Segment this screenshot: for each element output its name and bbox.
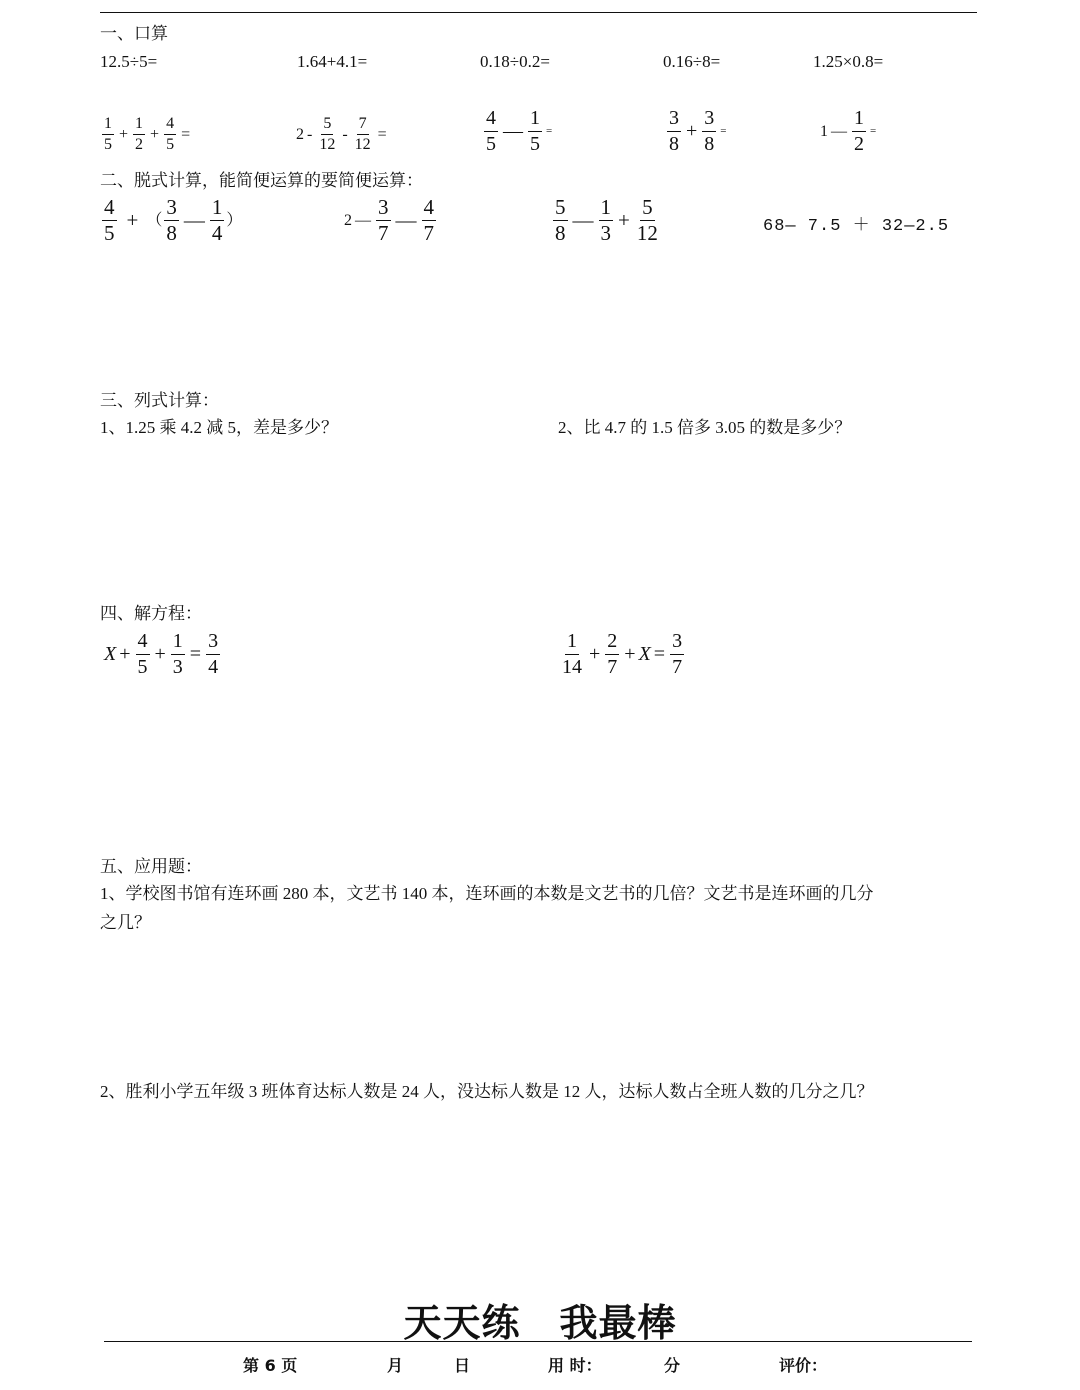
word-calc-question-2: 2、比 4.7 的 1.5 倍多 3.05 的数是多少？ <box>558 418 852 437</box>
motto-banner: 天天练 我最棒 <box>403 1301 677 1345</box>
fraction: $\frac{1}{3}$ <box>600 195 611 245</box>
fraction: $\frac{3}{7}$ <box>378 195 389 245</box>
stepwise-problem-1: $\frac{4}{5}$ + （ $\frac{3}{8}$ — $\frac{1}{4}$ ） <box>104 195 243 245</box>
oral-item-2: 1.64+4.1= <box>297 52 368 71</box>
fraction: $\frac{5}{12}$ <box>319 115 336 153</box>
oral-fraction-expr-2: 2 - $\frac{5}{12}$ - $\frac{7}{12}$ = <box>296 115 387 153</box>
fraction: $\frac{1}{5}$ <box>104 115 112 153</box>
fraction: $\frac{3}{7}$ <box>672 630 683 678</box>
section-5-title: 五、应用题： <box>100 857 202 876</box>
fraction: $\frac{3}{4}$ <box>208 630 219 678</box>
fraction: $\frac{2}{7}$ <box>607 630 618 678</box>
stepwise-problem-2: 2 — $\frac{3}{7}$ — $\frac{4}{7}$ <box>344 195 434 245</box>
application-question-2: 2、胜利小学五年级 3 班体育达标人数是 24 人，没达标人数是 12 人，达标人数占全班人数的几分之几？ <box>100 1082 874 1101</box>
oral-fraction-expr-4: $\frac{3}{8}$ + $\frac{3}{8}$ = <box>669 107 727 155</box>
fraction: $\frac{4}{5}$ <box>104 195 115 245</box>
footer-time-used: 用 时： <box>548 1356 602 1375</box>
section-4-title: 四、解方程： <box>100 604 202 623</box>
fraction: $\frac{1}{3}$ <box>172 630 183 678</box>
stepwise-problem-4: 68— 7.5 ＋ 32—2.5 <box>763 217 950 236</box>
top-rule <box>100 12 977 13</box>
fraction: $\frac{5}{8}$ <box>555 195 566 245</box>
footer-month: 月 <box>387 1356 404 1375</box>
fraction: $\frac{4}{5}$ <box>166 115 175 153</box>
fraction: $\frac{1}{14}$ <box>562 630 582 678</box>
fraction: $\frac{4}{7}$ <box>423 195 434 245</box>
application-question-1-line-2: 之几？ <box>100 913 151 932</box>
word-calc-question-1: 1、1.25 乘 4.2 减 5，差是多少？ <box>100 418 338 437</box>
equation-1: X + $\frac{4}{5}$ + $\frac{1}{3}$ = $\frac{3}{4}$ <box>104 630 219 678</box>
fraction: $\frac{4}{5}$ <box>486 107 496 155</box>
oral-item-5: 1.25×0.8= <box>813 52 884 71</box>
footer-minute: 分 <box>664 1356 681 1375</box>
fraction: $\frac{5}{12}$ <box>636 195 658 245</box>
fraction: $\frac{7}{12}$ <box>354 115 371 153</box>
stepwise-problem-3: $\frac{5}{8}$ — $\frac{1}{3}$ + $\frac{5}{12}$ <box>555 195 658 245</box>
fraction: $\frac{1}{2}$ <box>135 115 144 153</box>
fraction: $\frac{3}{8}$ <box>704 107 715 155</box>
oral-item-1: 12.5÷5= <box>100 52 158 71</box>
footer-day: 日 <box>454 1356 471 1375</box>
oral-fraction-expr-1: $\frac{1}{5}$ + $\frac{1}{2}$ + $\frac{4}{5}$ = <box>104 115 191 153</box>
oral-item-4: 0.16÷8= <box>663 52 721 71</box>
oral-fraction-expr-5: 1 — $\frac{1}{2}$ = <box>820 107 877 155</box>
oral-fraction-expr-3: $\frac{4}{5}$ — $\frac{1}{5}$ = <box>486 107 553 155</box>
equation-2: $\frac{1}{14}$ + $\frac{2}{7}$ + X = $\frac{3}{7}$ <box>562 630 683 678</box>
fraction: $\frac{3}{8}$ <box>669 107 679 155</box>
fraction: $\frac{4}{5}$ <box>137 630 148 678</box>
fraction: $\frac{1}{2}$ <box>854 107 864 155</box>
fraction: $\frac{3}{8}$ <box>166 195 177 245</box>
section-3-title: 三、列式计算： <box>100 391 219 410</box>
section-1-title: 一、口算 <box>100 24 168 43</box>
application-question-1-line-1: 1、学校图书馆有连环画 280 本，文艺书 140 本，连环画的本数是文艺书的几倍？文艺书是连环画的几分 <box>100 884 874 903</box>
footer-evaluation: 评价： <box>779 1356 828 1375</box>
fraction: $\frac{1}{4}$ <box>211 195 223 245</box>
section-2-title: 二、脱式计算，能简便运算的要简便运算： <box>100 171 423 190</box>
footer-rule <box>104 1341 972 1342</box>
oral-item-3: 0.18÷0.2= <box>480 52 550 71</box>
footer-page-number: 第 6 页 <box>243 1356 298 1375</box>
fraction: $\frac{1}{5}$ <box>530 107 540 155</box>
